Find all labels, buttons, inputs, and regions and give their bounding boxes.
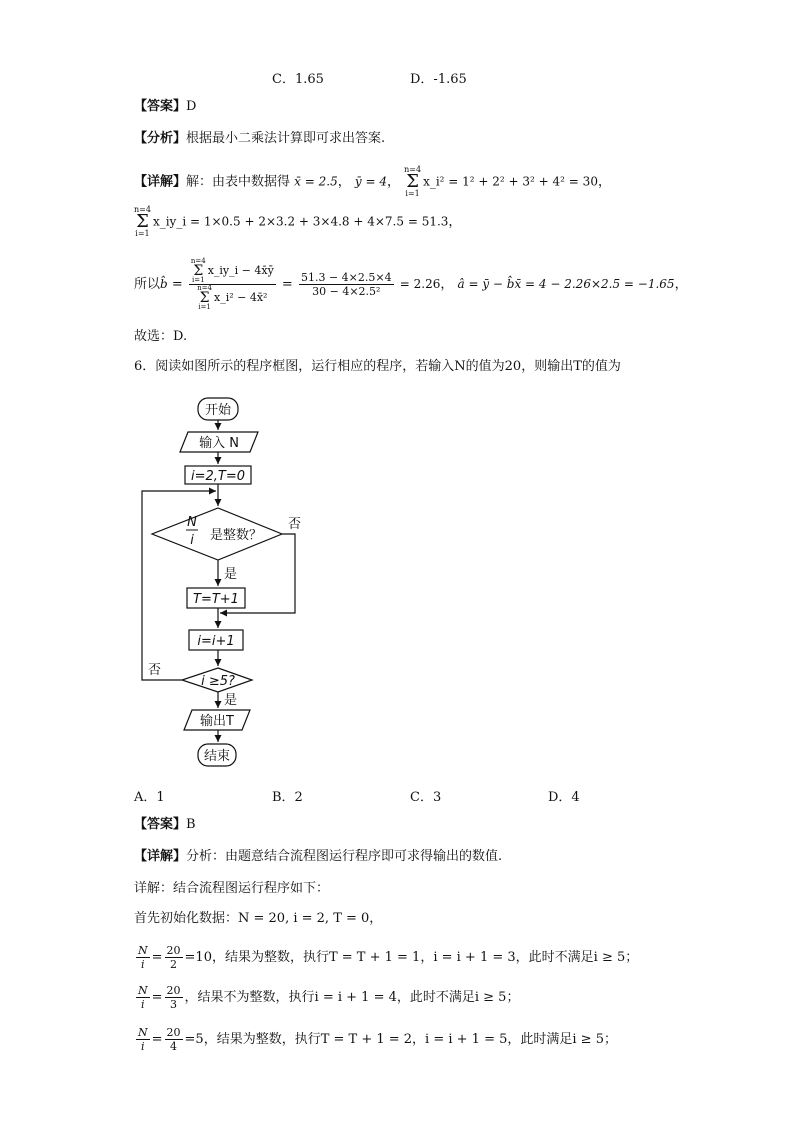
q5-sum-xy-line: n=4 Σ i=1x_iy_i = 1×0.5 + 2×3.2 + 3×4.8 + 4×7.5 = 51.3， <box>134 205 462 238</box>
no2-label: 否 <box>148 663 162 678</box>
detail-tag: 【详解】 <box>134 849 187 864</box>
n-over-i-frac <box>136 984 150 1011</box>
yes1-label: 是 <box>224 567 238 582</box>
b-result: = 2.26 <box>399 277 441 291</box>
q6-detail2: 详解：结合流程图运行程序如下： <box>134 881 330 896</box>
answer-tag: 【答案】 <box>134 99 187 114</box>
frac-den: 4 <box>170 1040 178 1053</box>
q6-step2: $\frac{N}{i}$ = $\frac{20}{3}$ ，结果不为整数，执行i = i + 1 = 4，此时不满足i ≥ 5； <box>138 984 520 1011</box>
b-den: x_i² − 4x̄² <box>214 291 268 304</box>
output-label: 输出T <box>200 714 234 729</box>
n-over-i-frac <box>136 944 150 971</box>
xbar-eq: x̄ = 2.5 <box>294 174 338 189</box>
start-label: 开始 <box>204 403 232 418</box>
q6-option-b: B．2 <box>272 790 303 805</box>
a-eq: â = ȳ − b̂x̄ = 4 − 2.26×2.5 = −1.65 <box>457 277 675 291</box>
answer-value: B <box>186 817 196 832</box>
b-calc-den: 30 − 4×2.5² <box>312 285 381 298</box>
frac-num: N <box>138 984 148 997</box>
option-d: D．-1.65 <box>410 72 467 87</box>
cond1-num: N <box>187 515 197 530</box>
analysis-text: 根据最小二乘法计算即可求出答案. <box>186 131 386 146</box>
q6-question: 6．阅读如图所示的程序框图，运行相应的程序，若输入N的值为20，则输出T的值为 <box>134 359 621 374</box>
cond1-label: 是整数？ <box>209 528 263 543</box>
answer-tag: 【答案】 <box>134 817 187 832</box>
so-label: 所以 <box>134 277 161 292</box>
frac-den: i <box>141 1040 145 1053</box>
q5-slope-line: 所以b̂ = n=4 Σ i=1x_iy_i − 4x̄ȳ n=4 Σ i=1x_i² − 4x̄² = $\frac{51.3 - 4\times 2.5\times 4}{\text{30 − 4×2.5²}}$ = 2.26， â = ȳ − b̂x̄ = 4 − 2.26×2.5 = −1.65， <box>134 257 688 311</box>
q6-option-a: A．1 <box>134 790 165 805</box>
frac-num: N <box>138 944 148 957</box>
frac-num: 20 <box>166 984 181 997</box>
q6-init-line: 首先初始化数据：N = 20, i = 2, T = 0， <box>134 911 383 926</box>
value-frac <box>165 944 183 971</box>
frac-num: 20 <box>166 944 181 957</box>
b-num: x_iy_i − 4x̄ȳ <box>207 264 274 277</box>
program-flowchart <box>130 392 320 772</box>
b-hat: b̂ <box>160 277 168 291</box>
sigma-symbol: n=4 Σ i=1 <box>134 205 151 238</box>
frac-den: i <box>141 998 145 1011</box>
option-c: C．1.65 <box>272 72 324 87</box>
detail-intro: 解：由表中数据得 <box>186 174 291 190</box>
value-frac <box>165 984 183 1011</box>
cond2-label: i ≥5? <box>201 674 235 689</box>
value-frac <box>165 1026 183 1053</box>
q6-detail-line <box>134 848 502 866</box>
q5-conclusion: 故选：D. <box>134 329 188 344</box>
incr-i-label: i=i+1 <box>197 634 235 649</box>
detail-text: 分析：由题意结合流程图运行程序即可求得输出的数值. <box>186 849 503 864</box>
ybar-eq: ȳ = 4 <box>354 174 387 189</box>
q6-option-d: D．4 <box>548 790 580 805</box>
frac-num: 20 <box>166 1026 181 1039</box>
q6-option-c: C．3 <box>410 790 442 805</box>
slope-formula-frac: n=4 Σ i=1x_iy_i − 4x̄ȳ n=4 Σ i=1x_i² − 4x̄² <box>190 257 274 311</box>
input-label: 输入 N <box>199 436 239 451</box>
init-label: i=2,T=0 <box>190 469 246 484</box>
sum-sq: x_i² = 1² + 2² + 3² + 4² = 30 <box>423 174 598 189</box>
yes2-label: 是 <box>224 693 238 708</box>
no1-label: 否 <box>288 517 302 532</box>
end-label: 结束 <box>203 749 231 764</box>
b-calc-num: 51.3 − 4×2.5×4 <box>300 271 392 284</box>
detail-tag: 【详解】 <box>134 174 187 190</box>
answer-value: D <box>186 99 197 114</box>
frac-num: N <box>138 1026 148 1039</box>
q6-step1: $\frac{N}{i}$ = $\frac{20}{2}$ =10，结果为整数，执行T = T + 1 = 1，i = i + 1 = 3，此时不满足i ≥ 5； <box>138 944 639 971</box>
frac-den: 3 <box>170 998 178 1011</box>
incr-t-label: T=T+1 <box>193 592 239 607</box>
q5-detail-line: 【详解】解：由表中数据得 x̄ = 2.5， ȳ = 4， n=4 Σ i=1x_i² = 1² + 2² + 3² + 4² = 30， <box>134 165 611 198</box>
n-over-i-frac <box>136 1026 150 1053</box>
slope-calc-frac <box>299 271 394 298</box>
frac-den: i <box>141 958 145 971</box>
analysis-tag: 【分析】 <box>134 131 187 146</box>
sum-xy: x_iy_i = 1×0.5 + 2×3.2 + 3×4.8 + 4×7.5 = 51.3 <box>152 214 449 229</box>
q6-step3: $\frac{N}{i}$ = $\frac{20}{4}$ =5，结果为整数，执行T = T + 1 = 2，i = i + 1 = 5，此时满足i ≥ 5； <box>138 1026 617 1053</box>
cond1-den: i <box>190 533 194 548</box>
q5-answer-line <box>134 98 196 116</box>
sigma-symbol: n=4 Σ i=1 <box>404 165 422 198</box>
frac-den: 2 <box>170 958 178 971</box>
q5-analysis-line <box>134 130 385 148</box>
step2-text: ，结果不为整数，执行i = i + 1 = 4，此时不满足i ≥ 5； <box>184 990 520 1005</box>
step1-text: =10，结果为整数，执行T = T + 1 = 1，i = i + 1 = 3，此时不满足i ≥ 5； <box>184 950 639 965</box>
q6-answer-line <box>134 816 196 834</box>
step3-text: =5，结果为整数，执行T = T + 1 = 2，i = i + 1 = 5，此时满足i ≥ 5； <box>184 1032 617 1047</box>
